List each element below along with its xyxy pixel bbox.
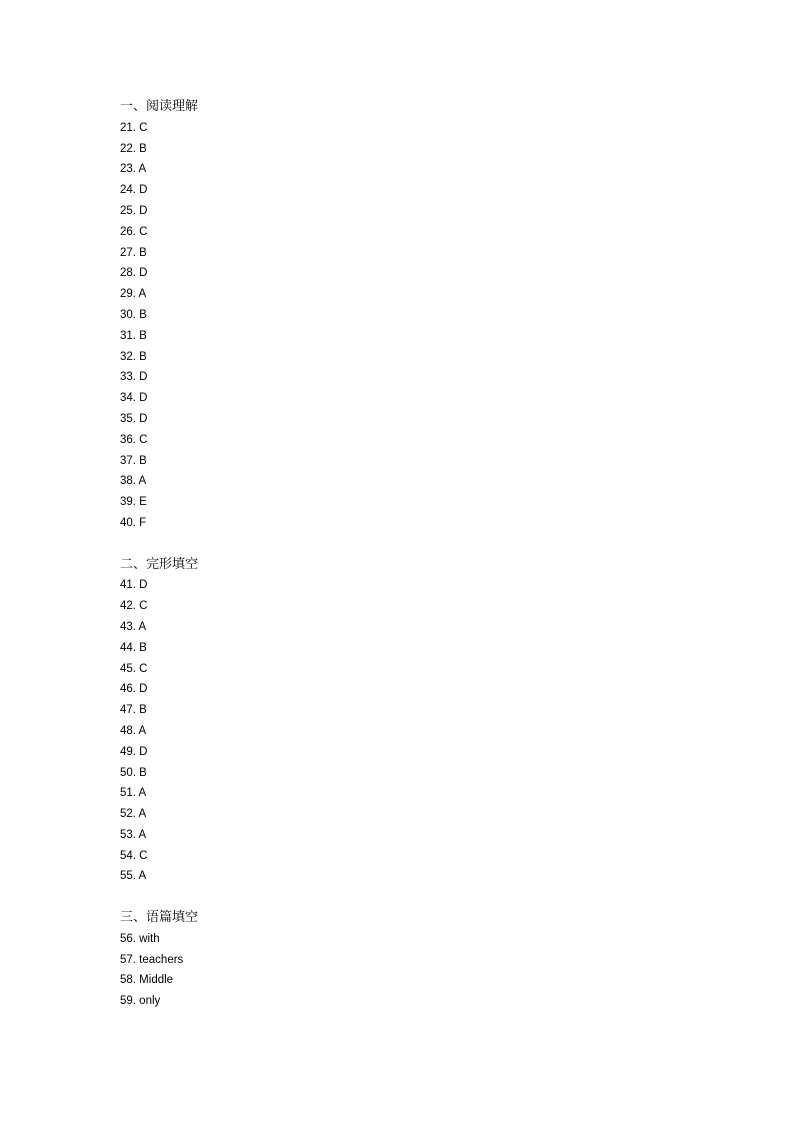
section-text-fill: [120, 908, 680, 1012]
answer-item: 48. A: [120, 724, 147, 737]
answer-list: [120, 118, 680, 534]
answer-item: 41. D: [120, 579, 148, 592]
answer-item: 50. B: [120, 766, 147, 779]
answer-item: 38. A: [120, 475, 147, 488]
answer-item: 26. C: [120, 225, 148, 238]
answer-key-page: [120, 97, 680, 1012]
answer-item: 49. D: [120, 745, 148, 758]
section-heading: 一、阅读理解: [120, 99, 199, 114]
answer-item: 58. Middle: [120, 974, 174, 987]
answer-item: 54. C: [120, 849, 148, 862]
answer-item: 43. A: [120, 620, 147, 633]
answer-item: 47. B: [120, 704, 147, 717]
answer-item: 32. B: [120, 350, 147, 363]
answer-item: 45. C: [120, 662, 148, 675]
answer-item: 51. A: [120, 787, 147, 800]
section-spacer: [120, 887, 680, 908]
answer-item: 31. B: [120, 329, 147, 342]
answer-item: 21. C: [120, 121, 148, 134]
answer-item: 34. D: [120, 392, 148, 405]
section-spacer: [120, 534, 680, 555]
answer-item: 23. A: [120, 163, 147, 176]
section-heading: 三、语篇填空: [120, 910, 199, 926]
answer-item: 33. D: [120, 371, 148, 384]
answer-item: 53. A: [120, 828, 147, 841]
section-heading: 二、完形填空: [120, 556, 199, 572]
answer-list: [120, 575, 680, 887]
answer-item: 39. E: [120, 496, 147, 509]
answer-item: 37. B: [120, 454, 147, 467]
answer-item: 46. D: [120, 683, 148, 696]
answer-item: 29. A: [120, 288, 147, 301]
answer-item: 36. C: [120, 433, 148, 446]
section-reading: [120, 97, 680, 534]
answer-item: 44. B: [120, 641, 147, 654]
answer-item: 24. D: [120, 184, 148, 197]
answer-item: 55. A: [120, 870, 147, 883]
answer-item: 59. only: [120, 995, 161, 1008]
section-cloze: [120, 555, 680, 888]
answer-item: 35. D: [120, 412, 148, 425]
answer-item: 25. D: [120, 204, 148, 217]
answer-item: 30. B: [120, 308, 147, 321]
answer-item: 40. F: [120, 516, 147, 529]
answer-list: [120, 929, 680, 1012]
answer-item: 56. with: [120, 932, 160, 945]
answer-item: 57. teachers: [120, 953, 184, 966]
answer-item: 42. C: [120, 600, 148, 613]
answer-item: 27. B: [120, 246, 147, 259]
answer-item: 28. D: [120, 267, 148, 280]
answer-item: 22. B: [120, 142, 147, 155]
answer-item: 52. A: [120, 808, 147, 821]
